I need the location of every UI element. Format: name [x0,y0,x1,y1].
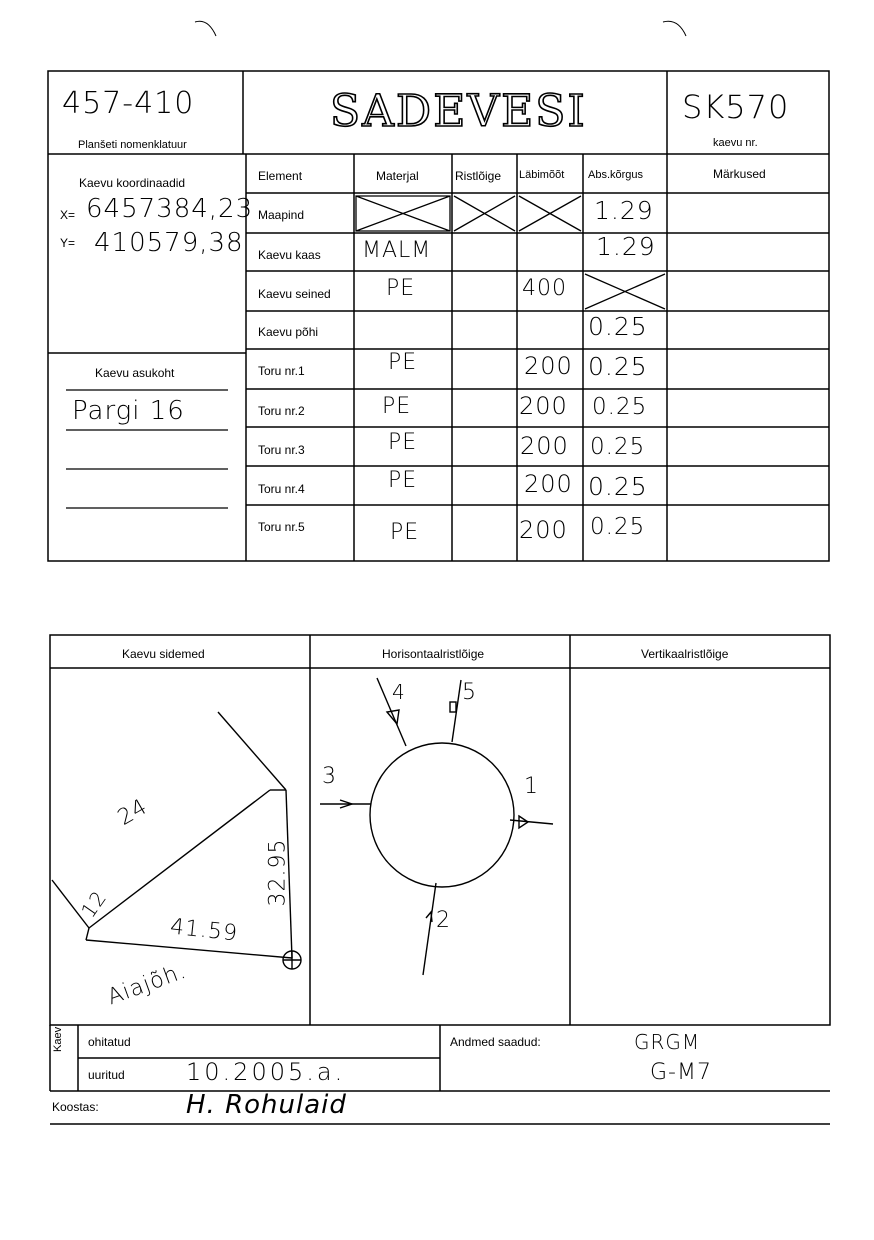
location-label: Kaevu asukoht [95,366,175,380]
row-diameter: 200 [524,470,573,498]
sheet-number: 457-410 [62,86,195,121]
x-prefix: X= [60,208,76,222]
row-material: PE [390,520,420,545]
pipe-label-4: 4 [392,680,406,704]
row-element: Kaevu seined [258,287,331,301]
surveyed-label: uuritud [88,1068,125,1082]
tie-distance-4: 32.95 [265,838,291,907]
row-abs: 0.25 [592,394,648,420]
street-name: Aiajõh. [104,958,190,1011]
coords-label: Kaevu koordinaadid [79,176,186,190]
well-number-label: kaevu nr. [713,137,758,149]
sheet-number-label: Planšeti nomenklatuur [78,139,187,151]
row-abs: 0.25 [588,352,648,381]
data-source-2: G-M7 [650,1060,712,1085]
row-element: Toru nr.1 [258,364,305,378]
tie-distance-2: 12 [76,885,112,923]
row-material: PE [382,394,412,419]
row-material: MALM [362,238,432,263]
row-material: PE [386,276,416,301]
side-label: Kaev [52,1026,64,1052]
row-diameter: 200 [519,392,568,420]
row-abs: 1.29 [594,196,654,225]
row-diameter: 200 [519,516,568,544]
row-element: Toru nr.3 [258,443,305,457]
row-abs: 0.25 [588,312,648,341]
pipe-label-3: 3 [322,764,337,789]
row-diameter: 200 [520,432,569,460]
row-element: Toru nr.5 [258,520,305,534]
row-element: Maapind [258,208,305,222]
header-notes: Märkused [713,167,766,181]
surveyed-date: 10.2005.a. [186,1058,346,1086]
header-abs-height: Abs.kõrgus [588,169,644,181]
row-abs: 0.25 [588,472,648,501]
y-prefix: Y= [60,236,76,250]
form-title: SADEVESI [330,86,587,137]
row-element: Kaevu kaas [258,248,321,262]
well-number: SK570 [682,88,790,126]
pipe-label-5: 5 [462,680,477,705]
header-cross-section: Ristlõige [455,169,502,183]
horizontal-section-header: Horisontaalristlõige [382,647,485,661]
header-element: Element [258,169,303,183]
tie-distance-3: 41.59 [168,914,240,947]
row-material: PE [388,468,418,493]
checked-label: ohitatud [88,1035,131,1049]
pipe-label-1: 1 [524,774,539,799]
header-material: Materjal [376,169,419,183]
row-abs: 0.25 [590,434,646,460]
header-diameter: Läbimõõt [519,169,565,181]
ties-header: Kaevu sidemed [122,647,205,661]
author-name: H. Rohulaid [186,1090,347,1120]
row-element: Toru nr.2 [258,404,305,418]
pipe-label-2: 2 [436,908,451,933]
data-source-label: Andmed saadud: [450,1035,541,1049]
row-element: Toru nr.4 [258,482,305,496]
vertical-section-header: Vertikaalristlõige [641,647,729,661]
row-diameter: 200 [524,352,573,380]
location-value: Pargi 16 [72,396,185,426]
author-label: Koostas: [52,1100,99,1114]
row-material: PE [388,350,418,375]
data-source-1: GRGM [634,1030,701,1054]
row-abs: 1.29 [596,232,656,261]
row-abs: 0.25 [590,514,646,540]
tie-distance-1: 24 [113,794,153,831]
row-material: PE [388,430,418,455]
y-coordinate: 410579,38 [94,228,244,258]
row-element: Kaevu põhi [258,325,319,339]
row-diameter: 400 [522,276,567,301]
x-coordinate: 6457384,23 [86,194,254,224]
